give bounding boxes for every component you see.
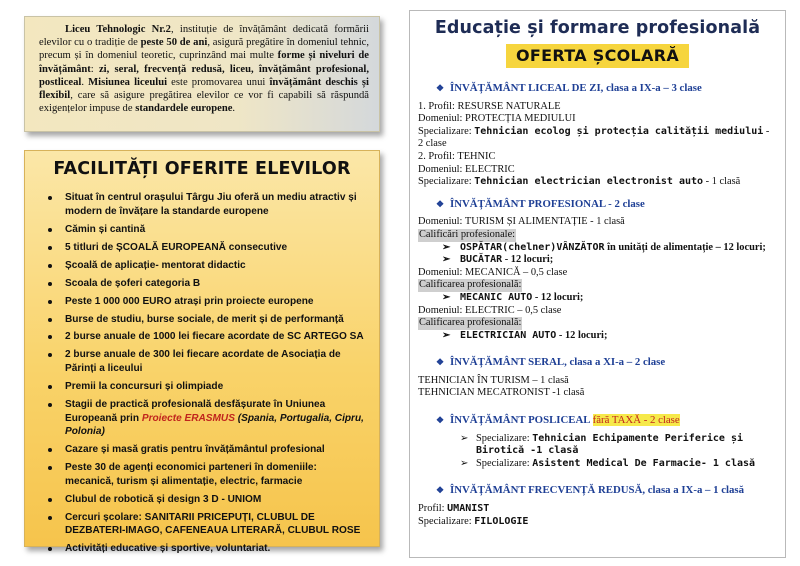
bullet-icon	[48, 403, 52, 407]
intro-paragraph: Liceu Tehnologic Nr.2, instituție de învățământ dedicată formării elevilor cu o tradiție de peste 50 de ani, asigură pregătire în domeniul tehnic, precum și în domeniul teoretic, cuprinzând mai multe forme și niveluri de învățământ: zi, seral, frecvență redusă, liceu, învățământ profesional, postliceal. Misiunea liceului este promovarea unui învățământ deschis și flexibil, care să asigure pregătirea elevilor ce vor fi capabili să răspundă exigențelor impuse de standardele europene.	[39, 24, 369, 115]
arrow-right-icon: ➢	[460, 432, 469, 444]
domain-line: Domeniul: ELECTRIC	[418, 163, 515, 175]
diamond-bullet-icon: ❖	[436, 198, 445, 209]
list-item: 2 burse anuale de 1000 lei fiecare acordate de SC ARTEGO SA	[37, 330, 367, 344]
bullet-icon	[48, 282, 52, 286]
list-item-erasmus: Stagii de practică profesională desfășurate în Uniunea Europeană prin Proiecte ERASMUS (Spania, Portugalia, Cipru, Polonia)	[37, 398, 367, 439]
list-item: Clubul de robotică și design 3 D - UNIOM	[37, 493, 367, 507]
erasmus-link-text: Proiecte ERASMUS	[141, 412, 235, 424]
list-item: Peste 1 000 000 EURO atrași prin proiecte europene	[37, 295, 367, 309]
profile-line: 1. Profil: RESURSE NATURALE	[418, 100, 561, 112]
bullet-icon	[48, 547, 52, 551]
list-item: Cămin și cantină	[37, 223, 367, 237]
list-item: Activități educative și sportive, voluntariat.	[37, 542, 367, 556]
free-tuition-badge: fără TAXĂ - 2 clase	[592, 414, 680, 427]
offer-content	[418, 82, 777, 528]
section-heading-postliceal: ❖ ÎNVĂȚĂMÂNT POSLICEAL fără TAXĂ - 2 clase	[436, 414, 680, 427]
list-item: Premii la concursuri și olimpiade	[37, 380, 367, 394]
offer-subtitle-wrap	[418, 44, 777, 68]
bullet-icon	[48, 516, 52, 520]
arrow-right-icon: ➢	[442, 291, 451, 303]
bullet-icon	[48, 385, 52, 389]
bullet-icon	[48, 318, 52, 322]
intro-panel	[24, 16, 380, 132]
program-line: TEHNICIAN MECATRONIST -1 clasă	[418, 387, 585, 399]
bullet-icon	[48, 498, 52, 502]
list-item: Peste 30 de agenți economici parteneri în domeniile: mecanică, turism și alimentație, electric, farmacie	[37, 461, 367, 488]
profile-line: Profil: UMANIST	[418, 503, 490, 515]
offer-subtitle: OFERTA ȘCOLARĂ	[506, 44, 689, 68]
school-name: Liceu Tehnologic Nr.2	[65, 24, 171, 35]
facilities-title: FACILITĂȚI OFERITE ELEVILOR	[53, 159, 351, 179]
profile-line: 2. Profil: TEHNIC	[418, 150, 496, 162]
specialization-line: Specializare: Tehnician electrician electronist auto - 1 clasă	[418, 176, 741, 188]
bullet-icon	[48, 466, 52, 470]
diamond-bullet-icon: ❖	[436, 83, 445, 93]
list-item: Școală de aplicație- mentorat didactic	[37, 259, 367, 273]
facilities-list	[37, 191, 367, 556]
bullet-icon	[48, 196, 52, 200]
qualification-item: ➢ MECANIC AUTO - 12 locuri;	[442, 291, 584, 303]
qualification-item: ➢ OSPĂTAR(chelner)VÂNZĂTOR în unități de alimentație – 12 locuri;	[442, 241, 766, 253]
list-item: Cercuri școlare: SANITARII PRICEPUȚI, CLUBUL DE DEZBATERI-IMAGO, CAFENEAUA LITERARĂ, CLUBUL ROSE	[37, 511, 367, 538]
qualification-item: ➢ BUCĂTAR - 12 locuri;	[442, 254, 554, 266]
specialization-line: Specializare: Tehnician ecolog și protecția calității mediului - 2 clase	[418, 125, 770, 150]
qualification-item: ➢ ELECTRICIAN AUTO - 12 locuri;	[442, 329, 608, 341]
bullet-icon	[48, 353, 52, 357]
arrow-right-icon: ➢	[460, 457, 469, 469]
bullet-icon	[48, 246, 52, 250]
specialization-item: ➢ Specializare: Tehnician Echipamente Periferice și Birotică -1 clasă	[460, 432, 743, 457]
domain-line: Domeniul: TURISM ȘI ALIMENTAȚIE - 1 clasă	[418, 216, 625, 228]
list-item: 2 burse anuale de 300 lei fiecare acordate de Asociația de Părinți a liceului	[37, 348, 367, 375]
specialization-line: Specializare: FILOLOGIE	[418, 515, 529, 527]
section-heading-liceal: ❖ ÎNVĂȚĂMÂNT LICEAL DE ZI, clasa a IX-a – 3 clase	[436, 82, 702, 94]
domain-line: Domeniul: MECANICĂ – 0,5 clase	[418, 266, 568, 278]
list-item: Scoala de șoferi categoria B	[37, 277, 367, 291]
section-heading-profesional: ❖ ÎNVĂȚĂMÂNT PROFESIONAL - 2 clase	[436, 197, 645, 210]
list-item: Burse de studiu, burse sociale, de merit și de performanță	[37, 313, 367, 327]
list-item: Situat în centrul orașului Târgu Jiu oferă un mediu atractiv și modern de învățare la standarde europene	[37, 191, 367, 218]
bullet-icon	[48, 264, 52, 268]
list-item: 5 titluri de ȘCOALĂ EUROPEANĂ consecutive	[37, 241, 367, 255]
bullet-icon	[48, 448, 52, 452]
domain-line: Domeniul: PROTECȚIA MEDIULUI	[418, 113, 576, 125]
bullet-icon	[48, 335, 52, 339]
section-heading-seral: ❖ ÎNVĂȚĂMÂNT SERAL, clasa a XI-a – 2 clase	[436, 356, 666, 369]
specialization-item: ➢ Specializare: Asistent Medical De Farmacie- 1 clasă	[460, 457, 756, 469]
arrow-right-icon: ➢	[442, 241, 451, 253]
domain-line: Domeniul: ELECTRIC – 0,5 clase	[418, 304, 562, 316]
section-heading-frecventa-redusa: ❖ ÎNVĂȚĂMÂNT FRECVENȚĂ REDUSĂ, clasa a IX-a – 1 clasă	[436, 484, 745, 497]
diamond-bullet-icon: ❖	[436, 415, 445, 426]
arrow-right-icon: ➢	[442, 254, 451, 266]
program-line: TEHNICIAN ÎN TURISM – 1 clasă	[418, 374, 569, 386]
list-item: Cazare și masă gratis pentru învățământul profesional	[37, 443, 367, 457]
diamond-bullet-icon: ❖	[436, 357, 445, 368]
facilities-panel	[24, 150, 380, 555]
qualification-label: Calificarea profesională:	[419, 317, 522, 329]
offer-panel	[409, 10, 786, 558]
bullet-icon	[48, 300, 52, 304]
arrow-right-icon: ➢	[442, 329, 451, 341]
bullet-icon	[48, 228, 52, 232]
qualification-label: Calificarea profesională:	[419, 279, 522, 291]
diamond-bullet-icon: ❖	[436, 485, 445, 496]
qualification-label: Calificări profesionale:	[419, 228, 516, 240]
offer-title: Educație și formare profesională	[434, 18, 761, 38]
